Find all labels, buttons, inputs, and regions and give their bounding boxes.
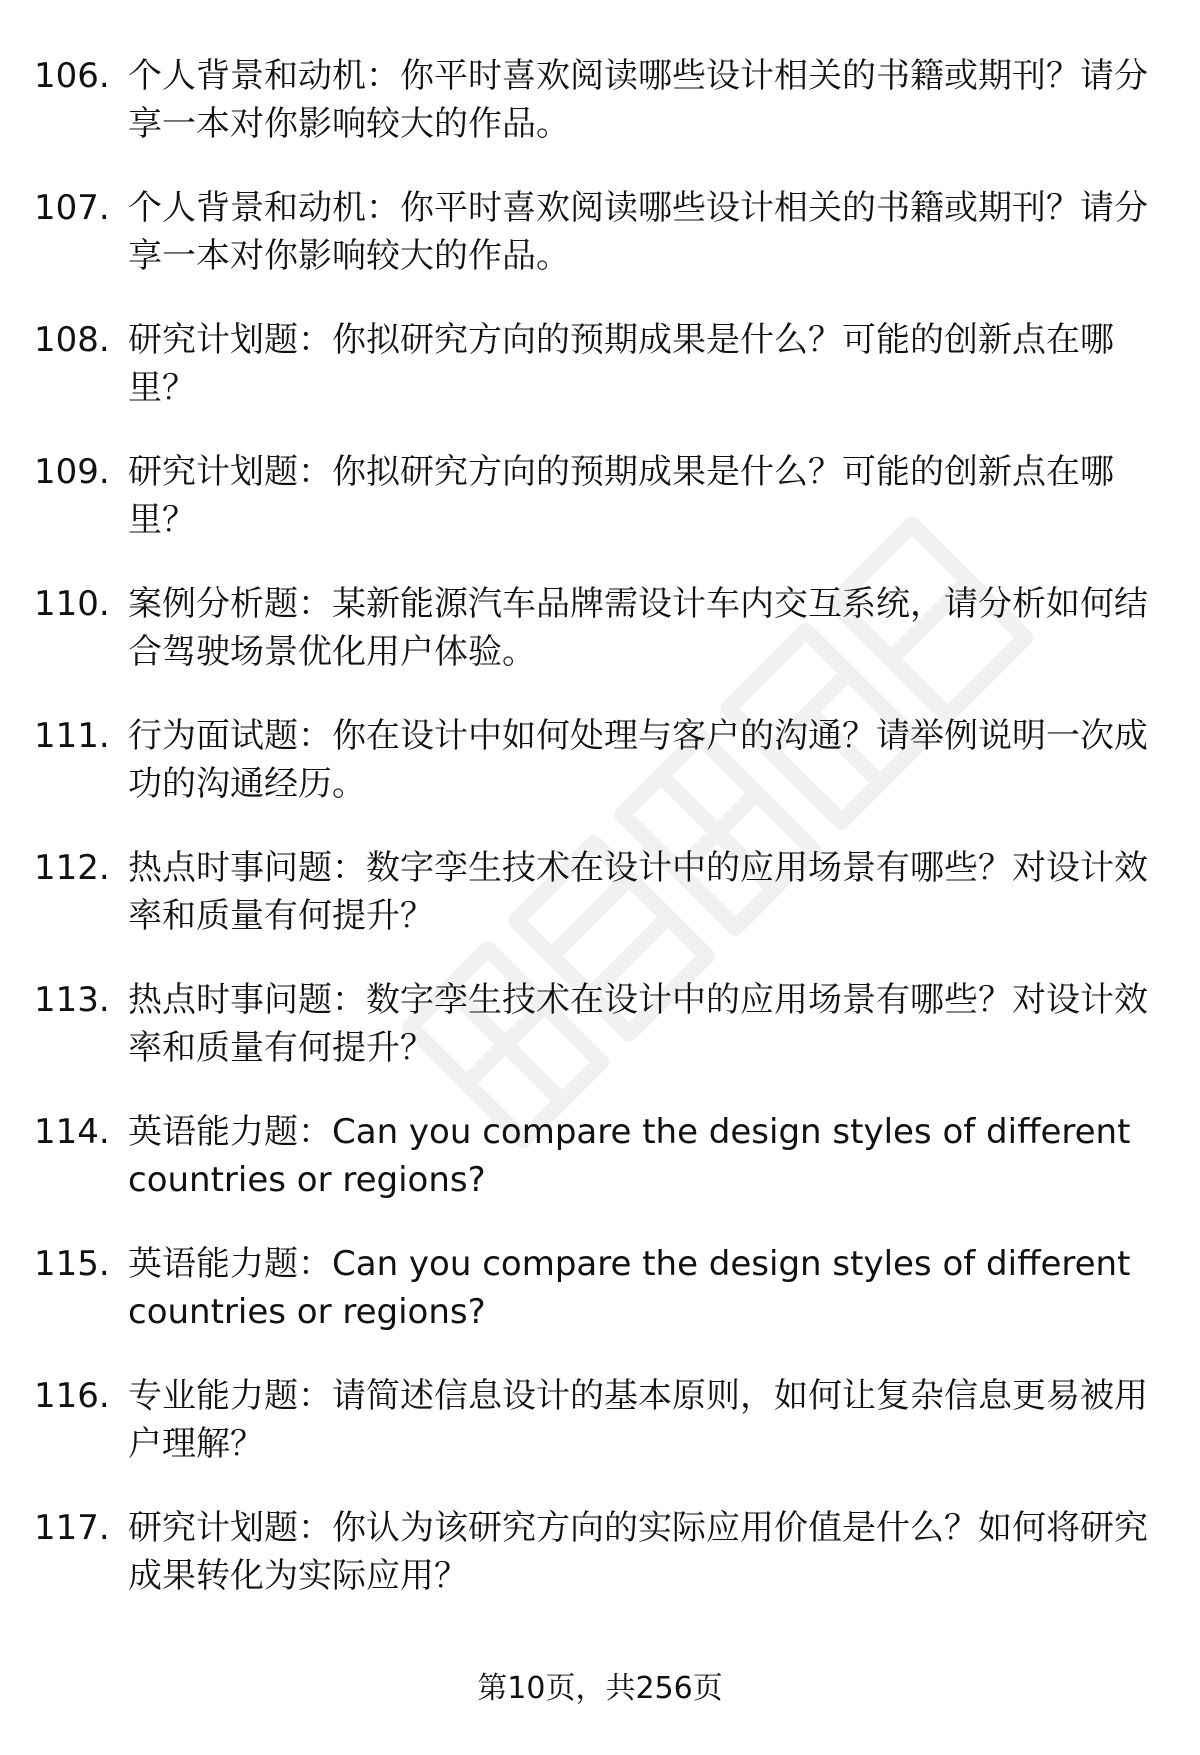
question-item [0, 1240, 1200, 1372]
question-item [0, 52, 1200, 184]
question-text: 专业能力题：请简述信息设计的基本原则，如何让复杂信息更易被用户理解？ [128, 1376, 1148, 1464]
question-text: 研究计划题：你拟研究方向的预期成果是什么？可能的创新点在哪里？ [128, 452, 1114, 540]
question-number: 111. [34, 716, 110, 756]
question-number: 106. [34, 56, 110, 96]
question-number: 110. [34, 584, 110, 624]
question-text: 英语能力题：Can you compare the design styles of different countries or regions? [128, 1244, 1131, 1332]
question-item [0, 1504, 1200, 1636]
question-number: 116. [34, 1376, 110, 1416]
question-text: 行为面试题：你在设计中如何处理与客户的沟通？请举例说明一次成功的沟通经历。 [128, 716, 1148, 804]
question-item [0, 316, 1200, 448]
question-number: 114. [34, 1112, 110, 1152]
question-text: 案例分析题：某新能源汽车品牌需设计车内交互系统，请分析如何结合驾驶场景优化用户体验。 [128, 584, 1148, 672]
question-text: 研究计划题：你拟研究方向的预期成果是什么？可能的创新点在哪里？ [128, 320, 1114, 408]
question-text: 热点时事问题：数字孪生技术在设计中的应用场景有哪些？对设计效率和质量有何提升？ [128, 848, 1148, 936]
question-item [0, 844, 1200, 976]
question-item [0, 1108, 1200, 1240]
question-text: 英语能力题：Can you compare the design styles of different countries or regions? [128, 1112, 1131, 1200]
question-number: 109. [34, 452, 110, 492]
question-text: 研究计划题：你认为该研究方向的实际应用价值是什么？如何将研究成果转化为实际应用？ [128, 1508, 1148, 1596]
question-list [0, 52, 1200, 1636]
question-item [0, 184, 1200, 316]
question-number: 107. [34, 188, 110, 228]
question-number: 115. [34, 1244, 110, 1284]
question-item [0, 712, 1200, 844]
question-number: 112. [34, 848, 110, 888]
question-text: 个人背景和动机：你平时喜欢阅读哪些设计相关的书籍或期刊？请分享一本对你影响较大的作品。 [128, 56, 1148, 144]
question-item [0, 976, 1200, 1108]
question-text: 个人背景和动机：你平时喜欢阅读哪些设计相关的书籍或期刊？请分享一本对你影响较大的作品。 [128, 188, 1148, 276]
question-number: 117. [34, 1508, 110, 1548]
question-text: 热点时事问题：数字孪生技术在设计中的应用场景有哪些？对设计效率和质量有何提升？ [128, 980, 1148, 1068]
question-number: 108. [34, 320, 110, 360]
question-item [0, 580, 1200, 712]
page-number: 第10页，共256页 [477, 1671, 723, 1706]
question-number: 113. [34, 980, 110, 1020]
question-item [0, 1372, 1200, 1504]
question-item [0, 448, 1200, 580]
